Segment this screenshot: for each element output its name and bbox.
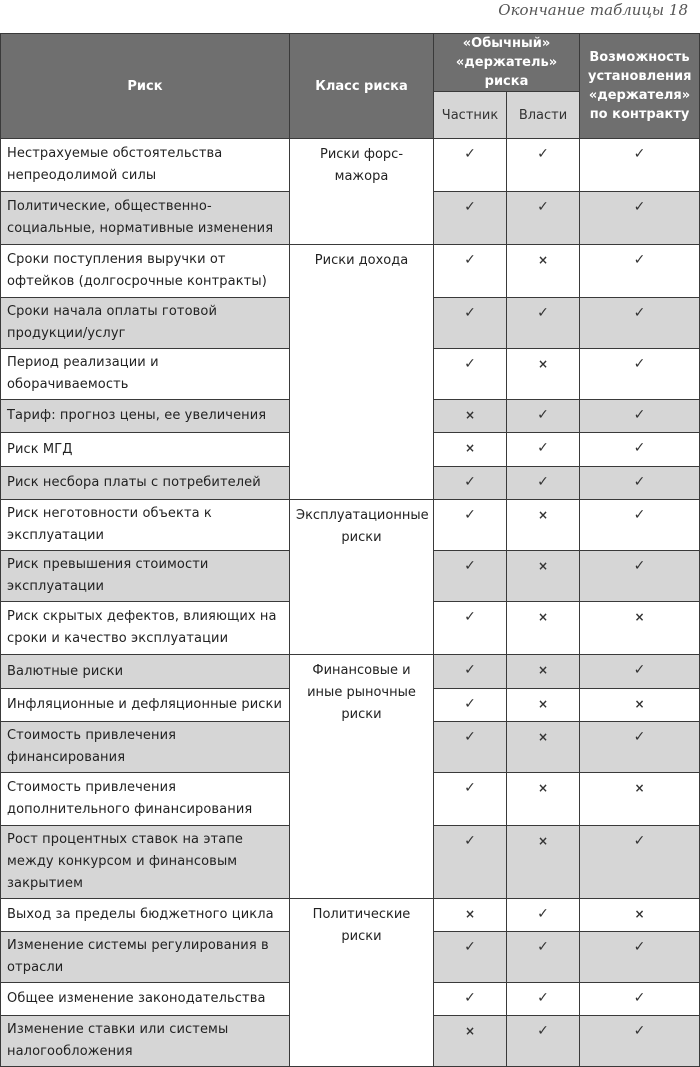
cross-icon: × [537,730,549,744]
contract-mark-cell [580,192,700,245]
contract-mark-cell [580,245,700,298]
risk-cell: Риск неготовности объекта к эксплуатации [1,500,290,551]
cross-icon: × [464,907,476,921]
header-private: Частник [434,92,507,139]
risk-cell: Инфляционные и дефляционные риски [1,689,290,722]
cross-icon: × [634,781,645,795]
risk-cell: Риск МГД [1,433,290,467]
check-icon: ✓ [633,507,646,523]
check-icon: ✓ [537,199,549,215]
authority-mark-cell [507,433,580,467]
risk-class-cell: Эксплуатационные риски [290,500,434,655]
private-mark-cell [434,1016,507,1067]
check-icon: ✓ [633,1023,646,1039]
contract-mark-cell [580,1016,700,1067]
check-icon: ✓ [464,696,476,712]
check-icon: ✓ [464,146,476,162]
check-icon: ✓ [537,990,549,1006]
cross-icon: × [634,697,645,711]
authority-mark-cell [507,192,580,245]
private-mark-cell [434,400,507,433]
cross-icon: × [464,1024,476,1038]
private-mark-cell [434,655,507,689]
check-icon: ✓ [633,990,646,1006]
cross-icon: × [537,508,549,522]
table-row [1,655,700,689]
contract-mark-cell [580,826,700,899]
check-icon: ✓ [633,474,646,490]
private-mark-cell [434,139,507,192]
risk-cell: Политические, общественно-социальные, нормативные изменения [1,192,290,245]
authority-mark-cell [507,826,580,899]
check-icon: ✓ [464,729,476,745]
check-icon: ✓ [464,507,476,523]
contract-mark-cell [580,773,700,826]
check-icon: ✓ [633,199,646,215]
risk-cell: Валютные риски [1,655,290,689]
header-contract: Возможность установления «держателя» по контракту [580,34,700,139]
check-icon: ✓ [464,662,476,678]
private-mark-cell [434,932,507,983]
check-icon: ✓ [464,609,476,625]
table-row [1,899,700,932]
cross-icon: × [537,559,549,573]
cross-icon: × [634,610,645,624]
table-caption: Окончание таблицы 18 [498,1,688,19]
authority-mark-cell [507,773,580,826]
cross-icon: × [634,907,645,921]
check-icon: ✓ [633,939,646,955]
check-icon: ✓ [464,833,476,849]
table-row [1,245,700,298]
private-mark-cell [434,500,507,551]
risk-cell: Изменение системы регулирования в отрасли [1,932,290,983]
authority-mark-cell [507,139,580,192]
cross-icon: × [537,253,549,267]
authority-mark-cell [507,349,580,400]
check-icon: ✓ [537,939,549,955]
contract-mark-cell [580,400,700,433]
check-icon: ✓ [464,252,476,268]
cross-icon: × [537,697,549,711]
risk-cell: Стоимость привлечения дополнительного финансирования [1,773,290,826]
header-risk: Риск [1,34,290,139]
private-mark-cell [434,192,507,245]
check-icon: ✓ [537,1023,549,1039]
check-icon: ✓ [633,305,646,321]
risk-cell: Тариф: прогноз цены, ее увеличения [1,400,290,433]
check-icon: ✓ [633,146,646,162]
authority-mark-cell [507,400,580,433]
risk-cell: Стоимость привлечения финансирования [1,722,290,773]
contract-mark-cell [580,139,700,192]
private-mark-cell [434,298,507,349]
check-icon: ✓ [464,356,476,372]
risk-cell: Сроки поступления выручки от офтейков (долгосрочные контракты) [1,245,290,298]
contract-mark-cell [580,349,700,400]
private-mark-cell [434,245,507,298]
authority-mark-cell [507,655,580,689]
check-icon: ✓ [537,474,549,490]
private-mark-cell [434,349,507,400]
contract-mark-cell [580,722,700,773]
contract-mark-cell [580,932,700,983]
table-row [1,500,700,551]
risk-table [0,33,700,1067]
cross-icon: × [464,441,476,455]
private-mark-cell [434,899,507,932]
private-mark-cell [434,722,507,773]
private-mark-cell [434,689,507,722]
authority-mark-cell [507,467,580,500]
authority-mark-cell [507,500,580,551]
contract-mark-cell [580,899,700,932]
check-icon: ✓ [633,252,646,268]
check-icon: ✓ [633,662,646,678]
private-mark-cell [434,983,507,1016]
risk-cell: Риск скрытых дефектов, влияющих на сроки и качество эксплуатации [1,602,290,655]
check-icon: ✓ [633,356,646,372]
authority-mark-cell [507,689,580,722]
check-icon: ✓ [633,833,646,849]
risk-cell: Риск превышения стоимости эксплуатации [1,551,290,602]
authority-mark-cell [507,983,580,1016]
risk-cell: Выход за пределы бюджетного цикла [1,899,290,932]
risk-class-cell: Риски форс-мажора [290,139,434,245]
cross-icon: × [537,781,549,795]
check-icon: ✓ [537,146,549,162]
contract-mark-cell [580,689,700,722]
risk-table-body [1,139,700,1067]
check-icon: ✓ [633,407,646,423]
contract-mark-cell [580,467,700,500]
risk-cell: Нестрахуемые обстоятельства непреодолимой силы [1,139,290,192]
risk-cell: Сроки начала оплаты готовой продукции/услуг [1,298,290,349]
check-icon: ✓ [633,558,646,574]
check-icon: ✓ [633,440,646,456]
header-risk-class: Класс риска [290,34,434,139]
risk-class-cell: Финансовые и иные рыночные риски [290,655,434,899]
risk-class-cell: Риски дохода [290,245,434,500]
risk-cell: Рост процентных ставок на этапе между конкурсом и финансовым закрытием [1,826,290,899]
check-icon: ✓ [633,729,646,745]
check-icon: ✓ [537,305,549,321]
cross-icon: × [537,834,549,848]
check-icon: ✓ [537,407,549,423]
authority-mark-cell [507,298,580,349]
contract-mark-cell [580,433,700,467]
risk-cell: Общее изменение законодательства [1,983,290,1016]
contract-mark-cell [580,298,700,349]
authority-mark-cell [507,602,580,655]
contract-mark-cell [580,500,700,551]
cross-icon: × [537,357,549,371]
authority-mark-cell [507,932,580,983]
private-mark-cell [434,551,507,602]
private-mark-cell [434,826,507,899]
header-holder-group: «Обычный» «держатель» риска [434,34,580,92]
cross-icon: × [537,610,549,624]
contract-mark-cell [580,551,700,602]
private-mark-cell [434,467,507,500]
check-icon: ✓ [537,440,549,456]
risk-cell: Период реализации и оборачиваемость [1,349,290,400]
check-icon: ✓ [464,780,476,796]
private-mark-cell [434,433,507,467]
risk-cell: Риск несбора платы с потребителей [1,467,290,500]
authority-mark-cell [507,245,580,298]
risk-class-cell: Политические риски [290,899,434,1067]
check-icon: ✓ [464,990,476,1006]
authority-mark-cell [507,899,580,932]
contract-mark-cell [580,602,700,655]
header-authority: Власти [507,92,580,139]
check-icon: ✓ [537,906,549,922]
check-icon: ✓ [464,199,476,215]
cross-icon: × [464,408,476,422]
authority-mark-cell [507,1016,580,1067]
table-row [1,139,700,192]
contract-mark-cell [580,655,700,689]
cross-icon: × [537,663,549,677]
check-icon: ✓ [464,305,476,321]
check-icon: ✓ [464,558,476,574]
private-mark-cell [434,773,507,826]
check-icon: ✓ [464,939,476,955]
authority-mark-cell [507,722,580,773]
authority-mark-cell [507,551,580,602]
private-mark-cell [434,602,507,655]
risk-cell: Изменение ставки или системы налогообложения [1,1016,290,1067]
contract-mark-cell [580,983,700,1016]
check-icon: ✓ [464,474,476,490]
